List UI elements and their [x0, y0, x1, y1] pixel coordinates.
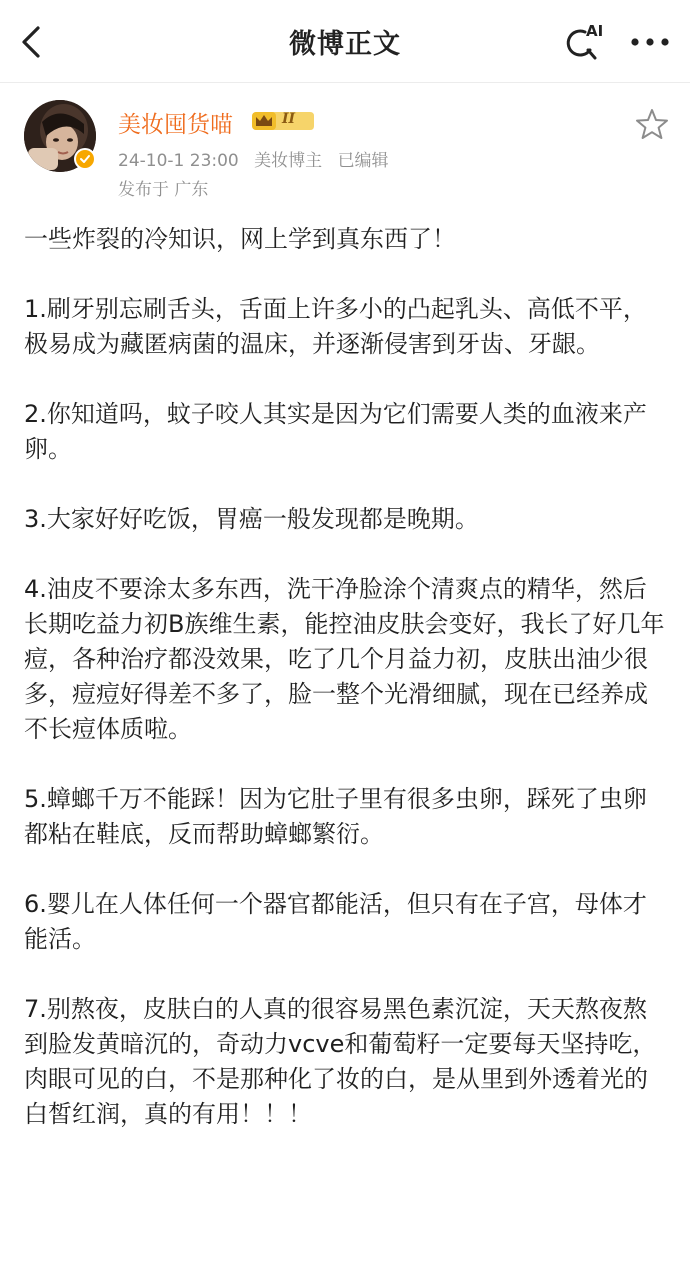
post-content	[24, 222, 668, 1167]
page-title: 微博正文	[289, 29, 401, 60]
author-name[interactable]: 美妆囤货喵	[118, 112, 233, 138]
more-button[interactable]	[622, 20, 678, 64]
post-paragraph: 3.大家好好吃饭，胃癌一般发现都是晚期。	[24, 505, 479, 533]
vip-level: II	[282, 111, 296, 127]
ai-label: AI	[586, 22, 604, 40]
post-paragraph: 5.蟑螂千万不能踩！因为它肚子里有很多虫卵，踩死了虫卵都粘在鞋底，反而帮助蟑螂繁衍。	[24, 785, 647, 848]
post-paragraph: 4.油皮不要涂太多东西，洗干净脸涂个清爽点的精华，然后长期吃益力初B族维生素，能控油皮肤会变好，我长了好几年痘，各种治疗都没效果，吃了几个月益力初，皮肤出油少很多，痘痘好得差不多了，脸一整个光滑细腻，现在已经养成不长痘体质啦。	[24, 575, 665, 743]
post-paragraph: 一些炸裂的冷知识，网上学到真东西了！	[24, 225, 456, 253]
post-paragraph: 2.你知道吗，蚊子咬人其实是因为它们需要人类的血液来产卵。	[24, 400, 647, 463]
post-paragraph: 6.婴儿在人体任何一个器官都能活，但只有在子宫，母体才能活。	[24, 890, 647, 953]
post-paragraph: 7.别熬夜，皮肤白的人真的很容易黑色素沉淀，天天熬夜熬到脸发黄暗沉的，奇动力vcve和葡萄籽一定要每天坚持吃，肉眼可见的白，不是那种化了妆的白，是从里到外透着光的白皙红润，真的有用！！！	[24, 995, 657, 1128]
post-timestamp: 24-10-1 23:00	[118, 151, 239, 171]
author-type: 美妆博主	[254, 151, 323, 171]
more-dots-icon	[630, 37, 670, 47]
star-outline-icon	[634, 106, 670, 142]
post-meta	[118, 146, 399, 171]
post-location: 发布于 广东	[118, 180, 209, 200]
vip-badge[interactable]	[250, 108, 316, 134]
ai-search-button[interactable]	[560, 20, 610, 64]
post-paragraph: 1.刷牙别忘刷舌头，舌面上许多小的凸起乳头、高低不平，极易成为藏匿病菌的温床，并逐渐侵害到牙齿、牙龈。	[24, 295, 647, 358]
favorite-button[interactable]	[634, 106, 670, 142]
verified-badge-icon	[74, 148, 96, 170]
top-nav-bar	[0, 0, 690, 83]
edited-label: 已编辑	[337, 151, 389, 171]
